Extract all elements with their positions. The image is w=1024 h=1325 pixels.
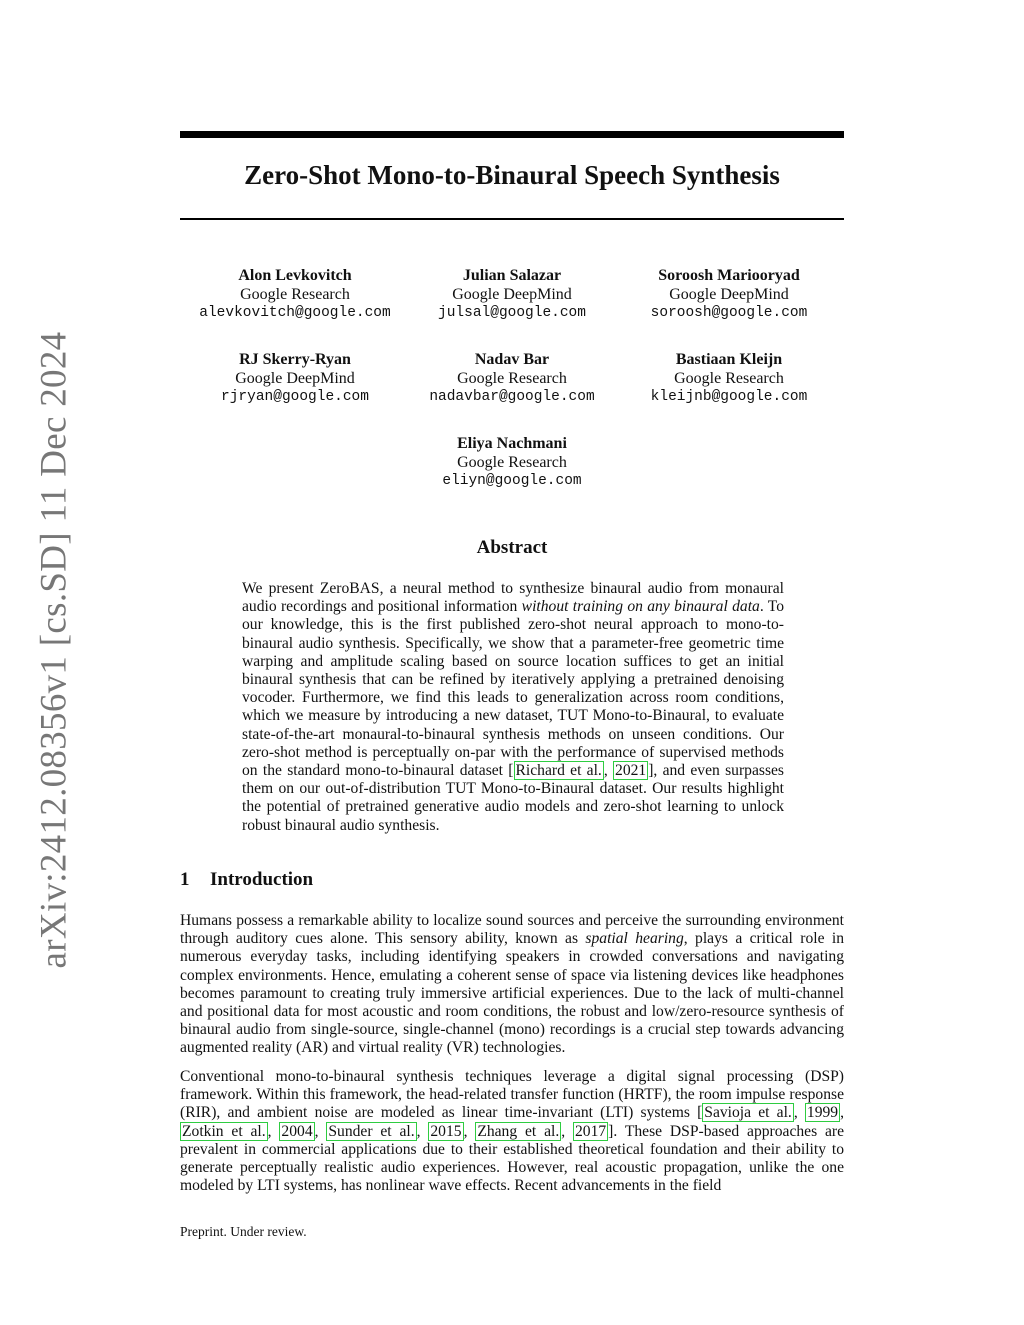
- paragraph-text: ]. These DSP-based approaches are prevalent in commercial applications due to their established theoretical foundation and their ability to generate perceptually realistic audio experiences. However, real acoustic propagation, unlike the one modeled by LTI systems, has nonlinear wave effects. Recent advancements in the field: [180, 1122, 845, 1195]
- abstract-emphasis: without training on any binaural data: [521, 598, 760, 616]
- author-affiliation: Google Research: [240, 286, 350, 303]
- section-title: Introduction: [210, 869, 314, 890]
- author-email[interactable]: eliyn@google.com: [442, 473, 582, 489]
- author-name: Julian Salazar: [462, 267, 562, 284]
- author-email[interactable]: julsal@google.com: [438, 305, 586, 321]
- citation-link[interactable]: Richard et al.: [515, 762, 602, 780]
- author: [404, 266, 621, 323]
- citation-separator: ,: [603, 762, 614, 780]
- author: [621, 266, 838, 323]
- citation-link[interactable]: 2021: [615, 762, 647, 780]
- section-heading: [180, 869, 313, 891]
- citation-link[interactable]: 2004: [281, 1122, 313, 1140]
- citation-link[interactable]: 2017: [574, 1122, 607, 1140]
- citation-link[interactable]: 1999: [806, 1104, 839, 1122]
- author: [621, 350, 838, 407]
- author-name: Alon Levkovitch: [238, 267, 352, 284]
- author: [404, 350, 621, 407]
- arxiv-identifier: arXiv:2412.08356v1 [cs.SD] 11 Dec 2024: [33, 331, 75, 969]
- author-row: [180, 266, 844, 323]
- author-block: [180, 266, 844, 518]
- abstract-part: We present ZeroBAS, a neural method to synthesize binaural audio from monaural audio recordings and positional information: [242, 580, 784, 616]
- citation-link[interactable]: 2015: [430, 1122, 462, 1140]
- citation-link[interactable]: Zotkin et al.: [182, 1122, 266, 1140]
- paragraph-text: Humans possess a remarkable ability to localize sound sources and perceive the surrounding environment through auditory cues alone. This sensory ability, known as: [180, 912, 844, 948]
- author: [187, 266, 404, 323]
- author: [404, 434, 621, 491]
- author-email[interactable]: rjryan@google.com: [221, 389, 369, 405]
- author-name: Nadav Bar: [474, 351, 550, 368]
- author-email[interactable]: kleijnb@google.com: [650, 389, 808, 405]
- citation-link[interactable]: Sunder et al.: [328, 1122, 415, 1140]
- author-name: RJ Skerry-Ryan: [239, 351, 351, 368]
- paragraph-text: , plays a critical role in numerous everyday tasks, including identifying speakers in crowded conversations and navigating complex environments. Hence, emulating a coherent sense of space via listening devices like headphones becomes paramount to creating truly immersive artificial experiences. Due to the lack of multi-channel and positional data for most acoustic and room conditions, the robust and low/zero-resource synthesis of binaural audio from single-source, single-channel (mono) recordings is a crucial step towards advancing augmented reality (AR) and virtual reality (VR) technologies.: [180, 930, 844, 1057]
- author-row: [180, 350, 844, 407]
- abstract-heading: Abstract: [476, 537, 548, 558]
- title-bottom-rule: [180, 218, 844, 220]
- title-top-rule: [180, 131, 844, 138]
- author-name: Soroosh Mariooryad: [658, 267, 800, 284]
- footnote: Preprint. Under review.: [180, 1224, 307, 1239]
- paper-title: Zero-Shot Mono-to-Binaural Speech Synthesis: [244, 160, 780, 190]
- author-row: [180, 434, 844, 491]
- author-affiliation: Google DeepMind: [235, 370, 355, 387]
- section-number: 1: [180, 869, 190, 890]
- author-affiliation: Google DeepMind: [452, 286, 572, 303]
- abstract-part: . To our knowledge, this is the first published zero-shot neural approach to mono-to-binaural audio synthesis. Specifically, we show that a parameter-free geometric time warping and amplitude scaling based on source location suffices to get an initial binaural synthesis that can be refined by iteratively applying a pretrained denoising vocoder. Furthermore, we find this leads to generalization across room conditions, which we measure by introducing a new dataset, TUT Mono-to-Binaural, to evaluate state-of-the-art monaural-to-binaural synthesis methods on unseen conditions. Our zero-shot method is perceptually on-par with the performance of supervised methods on the standard mono-to-binaural dataset [: [242, 598, 784, 780]
- author-name: Bastiaan Kleijn: [675, 351, 783, 368]
- paragraph-emphasis: spatial hearing: [585, 930, 684, 948]
- abstract-part: ], and even surpasses them on our out-of-distribution TUT Mono-to-Binaural dataset. Our results highlight the potential of pretrained generative audio models and zero-shot learning to unlock robust binaural audio synthesis.: [242, 762, 785, 834]
- author-name: Eliya Nachmani: [457, 435, 567, 452]
- author-email[interactable]: alevkovitch@google.com: [199, 305, 391, 321]
- citation-link[interactable]: Zhang et al.: [477, 1122, 560, 1140]
- author-affiliation: Google Research: [457, 370, 567, 387]
- citation-link[interactable]: Savioja et al.: [704, 1104, 792, 1122]
- body-paragraph: [180, 912, 844, 1058]
- abstract-text: [242, 580, 784, 835]
- author: [187, 350, 404, 407]
- author-email[interactable]: nadavbar@google.com: [429, 389, 595, 405]
- author-affiliation: Google Research: [457, 454, 567, 471]
- author-email[interactable]: soroosh@google.com: [650, 305, 808, 321]
- author-affiliation: Google DeepMind: [669, 286, 789, 303]
- paragraph-text: Conventional mono-to-binaural synthesis techniques leverage a digital signal processing (DSP) framework. Within this framework, the head-related transfer function (HRTF), the room impulse response (RIR), and ambient noise are modeled as linear time-invariant (LTI) systems [: [180, 1068, 844, 1122]
- body-paragraph: Conventional mono-to-binaural synthesis techniques leverage a digital signal processing (DSP) framework. Within this framework, the head-related transfer function (HRTF), the room impulse response (RIR), and ambient noise are modeled as linear time-invariant (LTI) systems [ Savioja et al. , 1999 , Zotkin et al. , 2004 , Sunder et al. , 2015 , Zhang et al. , 2017 ]. These DSP-based approaches are prevalent in commercial applications due to their established theoretical foundation and their ability to generate perceptually realistic audio experiences. However, real acoustic propagation, unlike the one modeled by LTI systems, has nonlinear wave effects. Recent advancements in the field: [180, 1068, 845, 1195]
- author-affiliation: Google Research: [674, 370, 784, 387]
